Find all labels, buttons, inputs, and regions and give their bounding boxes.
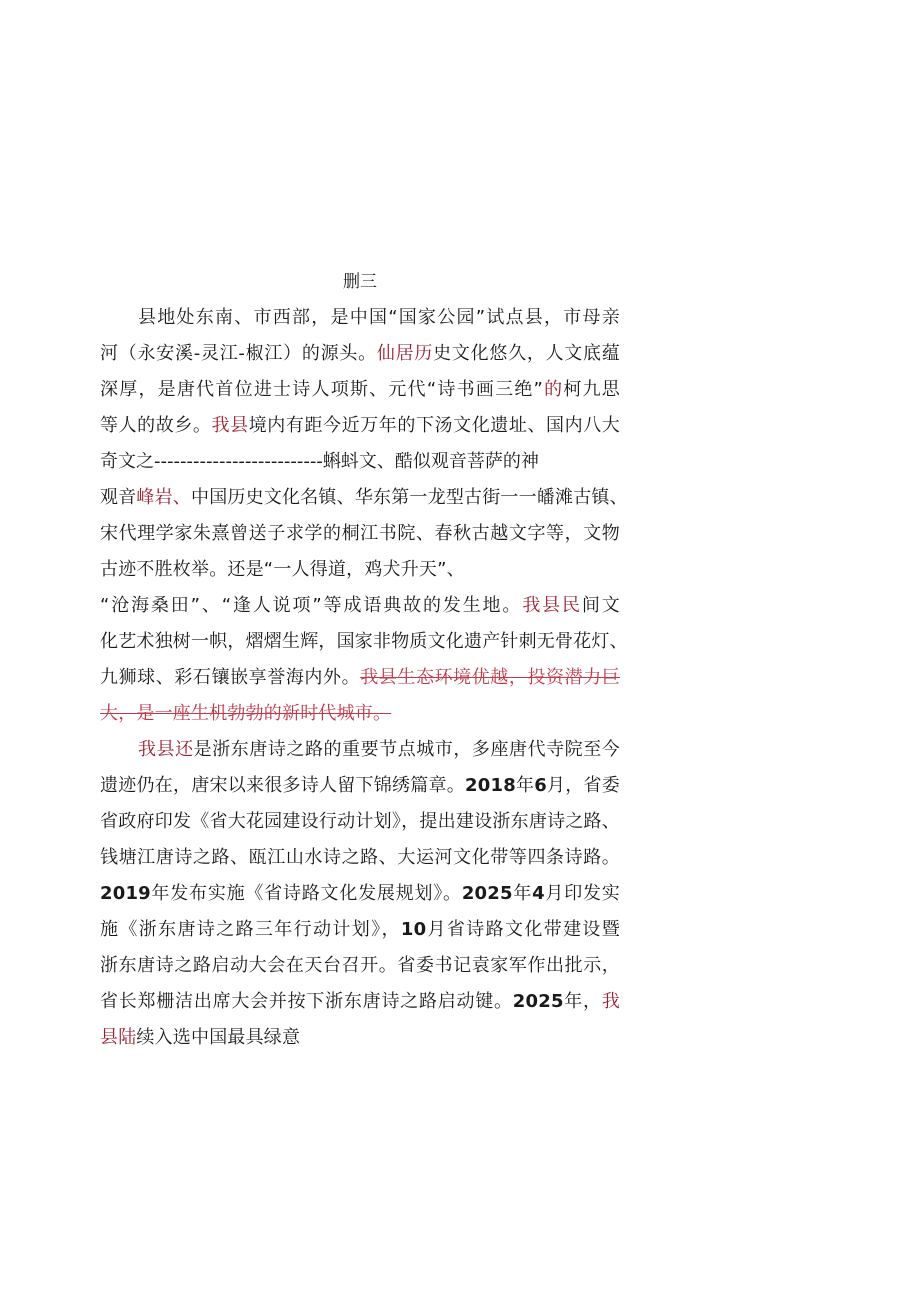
- bold-run: 10: [400, 919, 427, 940]
- text-run: 间文: [581, 595, 620, 616]
- text-run: 施《浙东唐诗之路三年行动计划》，: [100, 919, 401, 940]
- text-run: 古迹不胜枚举。还是“一人得道，鸡犬升天”、: [100, 559, 465, 580]
- text-run: 化艺术独树一帜，熠熠生辉，国家非物质文化遗产针刺无骨花灯、: [100, 631, 628, 652]
- text-run: 月省诗路文化带建设暨: [426, 919, 620, 940]
- tracked-deletion: 我县生态环境优越，投资潜力巨: [360, 667, 620, 688]
- text-run: 浙东唐诗之路启动大会在天台召开。省委书记袁家军作出批示，: [100, 955, 620, 976]
- paragraph-2-line-7: [100, 948, 620, 984]
- tracked-insertion: 县陆: [100, 1027, 137, 1048]
- text-run: 河（永安溪-灵江-椒江）的源头。: [100, 343, 377, 364]
- tracked-insertion: 仙居历: [376, 343, 434, 364]
- text-run: 省长郑栅洁出席大会并按下浙东唐诗之路启动键。: [100, 991, 513, 1012]
- paragraph-2-line-1: [100, 732, 620, 768]
- paragraph-1-line-7: [100, 516, 620, 552]
- bold-run: 2025: [461, 883, 513, 904]
- tracked-deletion: 大，是一座生机勃勃的新时代城市。: [100, 703, 392, 724]
- bold-run: 2025: [512, 991, 564, 1012]
- bold-run: 2018: [465, 775, 516, 796]
- paragraph-1-line-11: [100, 660, 620, 696]
- paragraph-2-line-5: [100, 876, 620, 912]
- text-run: 中国历史文化名镇、华东第一龙型古街一一皤滩古镇、: [191, 487, 628, 508]
- paragraph-2-line-2: [100, 768, 620, 804]
- tracked-insertion: 的: [543, 379, 564, 400]
- text-run: 钱塘江唐诗之路、瓯江山水诗之路、大运河文化带等四条诗路。: [100, 847, 620, 868]
- tracked-insertion: 我: [601, 991, 620, 1012]
- tracked-insertion: 峰岩、: [136, 487, 192, 508]
- tracked-insertion: 我县: [211, 415, 249, 436]
- text-run: 宋代理学家朱熹曾送子求学的桐江书院、春秋古越文字等，文物: [100, 523, 620, 544]
- text-run: 续入选中国最具绿意: [136, 1027, 301, 1048]
- paragraph-1-line-1: [100, 300, 620, 336]
- text-run: 月印发实: [544, 883, 620, 904]
- paragraph-1-line-12: [100, 696, 391, 732]
- text-run: 遗迹仍在，唐宋以来很多诗人留下锦绣篇章。: [100, 775, 466, 796]
- bold-run: 4: [532, 883, 545, 904]
- paragraph-1-line-3: [100, 372, 620, 408]
- text-run: 深厚，是唐代首位进士诗人项斯、元代“诗书画三绝”: [100, 379, 544, 400]
- paragraph-1-line-10: [100, 624, 628, 660]
- paragraph-1-line-2: [100, 336, 620, 372]
- tracked-insertion: 我县还: [138, 739, 194, 760]
- paragraph-2-line-9: [100, 1020, 300, 1056]
- paragraph-1-line-8: [100, 552, 465, 588]
- text-run: “沧海桑田”、“逢人说项”等成语典故的发生地。: [100, 595, 523, 616]
- document-title: 删三: [343, 272, 377, 292]
- bold-run: 6: [534, 775, 547, 796]
- paragraph-1-line-9: [100, 588, 620, 624]
- text-run: 是浙东唐诗之路的重要节点城市，多座唐代寺院至今: [193, 739, 620, 760]
- bold-run: 2019: [100, 883, 151, 904]
- text-run: 奇文之--------------------------蝌蚪文、酷似观音菩萨的神: [100, 451, 539, 472]
- text-run: 年: [515, 775, 535, 796]
- text-run: 月，省委: [547, 775, 621, 796]
- text-run: 观音: [100, 487, 137, 508]
- text-run: 县地处东南、市西部，是中国“国家公园”试点县，市母亲: [138, 307, 620, 328]
- paragraph-2-line-4: [100, 840, 620, 876]
- paragraph-1-line-6: [100, 480, 628, 516]
- paragraph-2-line-8: [100, 984, 620, 1020]
- paragraph-2-line-6: [100, 912, 620, 948]
- tracked-insertion: 我县民: [522, 595, 582, 616]
- paragraph-2-line-3: [100, 804, 620, 840]
- text-run: 年，: [563, 991, 602, 1012]
- text-run: 年发布实施《省诗路文化发展规划》。: [150, 883, 462, 904]
- text-run: 境内有距今近万年的下汤文化遗址、国内八大: [248, 415, 620, 436]
- text-run: 省政府印发《省大花园建设行动计划》，提出建设浙东唐诗之路、: [100, 811, 620, 832]
- text-run: 史文化悠久，人文底蕴: [433, 343, 620, 364]
- text-run: 柯九思: [563, 379, 620, 400]
- text-run: 九狮球、彩石镶嵌享誉海内外。: [100, 667, 361, 688]
- text-run: 年: [512, 883, 533, 904]
- text-run: 等人的故乡。: [100, 415, 212, 436]
- paragraph-1-line-5: [100, 444, 539, 480]
- paragraph-1-line-4: [100, 408, 620, 444]
